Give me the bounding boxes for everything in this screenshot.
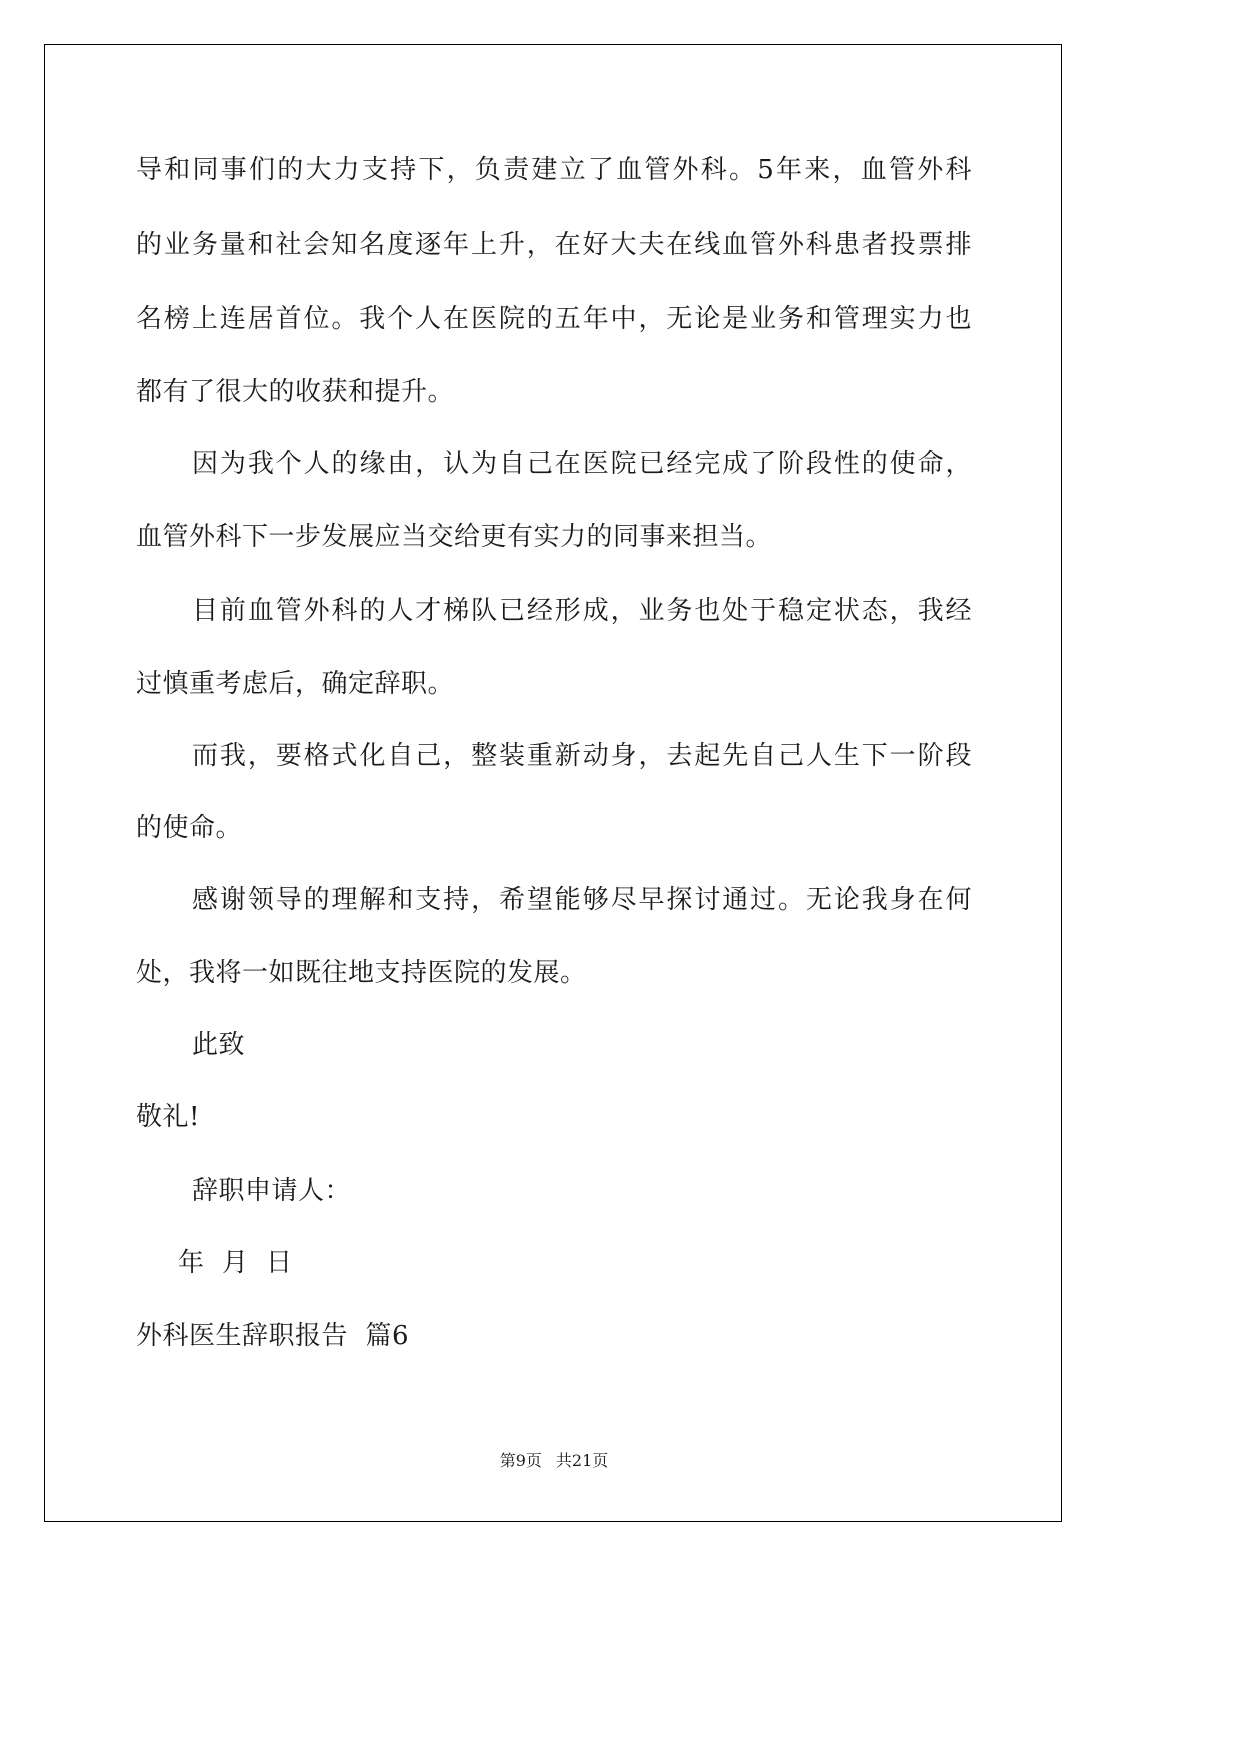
paragraph-line: 名榜上连居首位。我个人在医院的五年中，无论是业务和管理实力也: [136, 304, 972, 334]
paragraph-line: 感谢领导的理解和支持，希望能够尽早探讨通过。无论我身在何: [192, 885, 972, 915]
page-number: 第9页: [499, 1451, 542, 1470]
paragraph-line: 而我，要格式化自己，整装重新动身，去起先自己人生下一阶段: [192, 741, 972, 771]
section-heading: 外科医生辞职报告 篇6: [136, 1321, 410, 1351]
paragraph-line: 的使命。: [136, 813, 243, 843]
paragraph-line: 导和同事们的大力支持下，负责建立了血管外科。5年来，血管外科: [136, 155, 972, 185]
paragraph-line: 的业务量和社会知名度逐年上升，在好大夫在线血管外科患者投票排: [136, 230, 972, 260]
page-total: 共21页: [555, 1451, 609, 1470]
paragraph-line: 因为我个人的缘由，认为自己在医院已经完成了阶段性的使命，: [192, 449, 972, 479]
date-line: 年 月 日: [178, 1248, 293, 1278]
closing-regards: 敬礼!: [136, 1102, 200, 1132]
signature-label: 辞职申请人：: [192, 1176, 352, 1206]
page-border: [44, 44, 1062, 1522]
paragraph-line: 过慎重考虑后，确定辞职。: [136, 669, 455, 699]
paragraph-line: 都有了很大的收获和提升。: [136, 377, 455, 407]
closing-salutation: 此致: [192, 1030, 246, 1060]
page-footer: [0, 1450, 1108, 1472]
paragraph-line: 血管外科下一步发展应当交给更有实力的同事来担当。: [136, 522, 773, 552]
paragraph-line: 目前血管外科的人才梯队已经形成，业务也处于稳定状态，我经: [192, 596, 972, 626]
paragraph-line: 处，我将一如既往地支持医院的发展。: [136, 958, 587, 988]
